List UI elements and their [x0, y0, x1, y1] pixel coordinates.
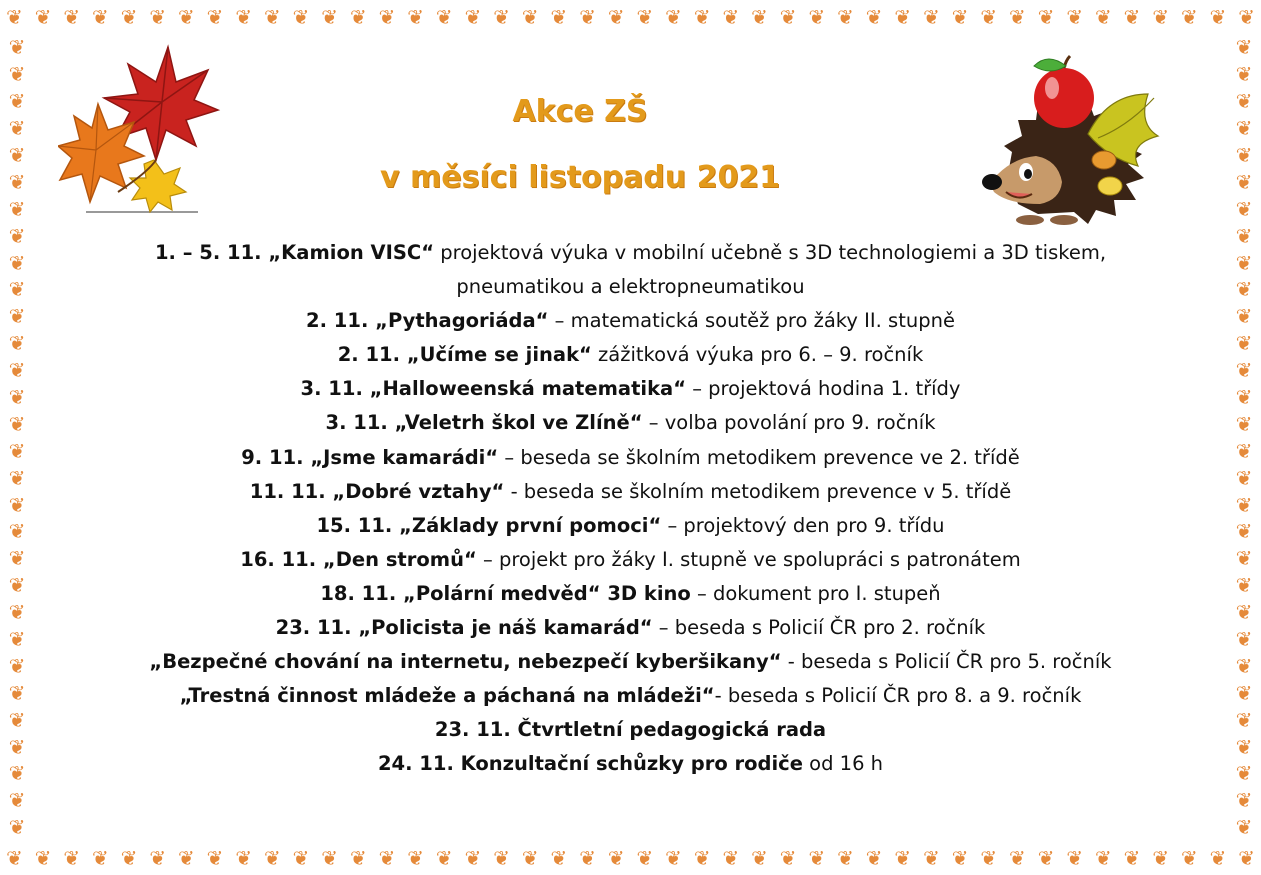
maple-leaf-icon: ❦ [1235, 277, 1253, 302]
maple-leaf-icon: ❦ [8, 89, 26, 114]
maple-leaf-icon: ❦ [8, 143, 26, 167]
maple-leaf-icon: ❦ [751, 5, 768, 29]
maple-leaf-icon: ❦ [349, 846, 367, 870]
maple-leaf-icon: ❦ [1180, 846, 1198, 870]
maple-leaf-icon: ❦ [8, 815, 26, 840]
maple-leaf-icon: ❦ [34, 5, 52, 29]
maple-leaf-icon: ❦ [865, 5, 883, 29]
maple-leaf-icon: ❦ [8, 116, 26, 141]
maple-leaf-icon: ❦ [693, 5, 711, 29]
maple-leaf-icon: ❦ [1235, 815, 1253, 840]
maple-leaf-icon: ❦ [8, 573, 26, 598]
maple-leaf-icon: ❦ [378, 5, 396, 29]
maple-leaf-icon: ❦ [1209, 846, 1227, 870]
maple-leaf-icon: ❦ [63, 5, 81, 29]
maple-leaf-icon: ❦ [693, 846, 711, 870]
hedgehog-image [978, 54, 1168, 230]
maple-leaf-icon: ❦ [292, 846, 310, 870]
maple-leaf-icon: ❦ [1235, 358, 1253, 383]
page-subtitle: v měsíci listopadu 2021 [379, 160, 781, 195]
maple-leaf-icon: ❦ [1235, 223, 1253, 248]
maple-leaf-icon: ❦ [1235, 62, 1253, 87]
maple-leaf-icon: ❦ [1008, 5, 1026, 29]
maple-leaf-icon: ❦ [865, 846, 883, 870]
maple-leaf-icon: ❦ [91, 5, 109, 29]
maple-leaf-icon: ❦ [1235, 304, 1253, 329]
maple-leaf-icon: ❦ [5, 846, 23, 870]
maple-leaf-icon: ❦ [8, 734, 26, 759]
maple-leaf-icon: ❦ [435, 846, 453, 870]
maple-leaf-icon: ❦ [8, 627, 26, 652]
maple-leaf-icon: ❦ [8, 62, 26, 87]
maple-leaf-icon: ❦ [1066, 5, 1083, 29]
maple-leaf-icon: ❦ [1094, 5, 1112, 29]
maple-leaf-icon: ❦ [1123, 846, 1141, 870]
maple-leaf-icon: ❦ [8, 169, 26, 194]
maple-leaf-icon: ❦ [1152, 5, 1169, 29]
maple-leaf-icon: ❦ [464, 846, 482, 870]
maple-leaf-icon: ❦ [1235, 385, 1253, 410]
maple-leaf-icon: ❦ [1235, 411, 1253, 436]
maple-leaf-icon: ❦ [1180, 5, 1198, 29]
maple-leaf-icon: ❦ [1037, 846, 1055, 870]
maple-leaf-icon: ❦ [34, 846, 52, 870]
maple-leaf-icon: ❦ [1235, 546, 1253, 571]
border-top [0, 0, 1261, 34]
maple-leaf-icon: ❦ [8, 385, 26, 410]
maple-leaf-icon: ❦ [951, 846, 969, 870]
maple-leaf-icon: ❦ [1235, 788, 1253, 813]
maple-leaf-icon: ❦ [665, 5, 682, 29]
maple-leaf-icon: ❦ [1008, 846, 1026, 870]
event-item: 18. 11. „Polární medvěd“ 3D kino – dokument pro I. stupeň [320, 581, 941, 605]
maple-leaf-icon: ❦ [5, 5, 23, 29]
maple-leaf-icon: ❦ [8, 438, 26, 463]
maple-leaf-icon: ❦ [521, 5, 539, 29]
maple-leaf-icon: ❦ [722, 846, 740, 870]
maple-leaf-icon: ❦ [722, 5, 740, 29]
maple-leaf-icon: ❦ [1235, 35, 1253, 60]
maple-leaf-icon: ❦ [607, 846, 625, 870]
maple-leaf-icon: ❦ [8, 680, 26, 705]
maple-leaf-icon: ❦ [1235, 734, 1253, 759]
maple-leaf-icon: ❦ [206, 5, 224, 29]
maple-leaf-icon: ❦ [8, 35, 26, 60]
maple-leaf-icon: ❦ [8, 331, 26, 356]
maple-leaf-icon: ❦ [435, 5, 453, 29]
maple-leaf-icon: ❦ [1235, 169, 1253, 194]
maple-leaf-icon: ❦ [206, 846, 224, 870]
maple-leaf-icon: ❦ [263, 5, 281, 29]
event-item: „Bezpečné chování na internetu, nebezpečí kyberšikany“ - beseda s Policií ČR pro 5. ročník [149, 650, 1112, 674]
maple-leaf-icon: ❦ [407, 5, 424, 29]
maple-leaf-icon: ❦ [636, 846, 654, 870]
maple-leaf-icon: ❦ [951, 5, 969, 29]
maple-leaf-icon: ❦ [579, 5, 596, 29]
maple-leaf-icon: ❦ [1238, 846, 1255, 870]
maple-leaf-icon: ❦ [91, 846, 109, 870]
border-bottom [0, 841, 1261, 875]
maple-leaf-icon: ❦ [1235, 600, 1253, 625]
maple-leaf-icon: ❦ [1235, 465, 1253, 490]
maple-leaf-icon: ❦ [177, 5, 195, 29]
maple-leaf-icon: ❦ [579, 846, 596, 870]
maple-leaf-icon: ❦ [836, 5, 854, 29]
maple-leaf-icon: ❦ [922, 5, 940, 29]
maple-leaf-icon: ❦ [493, 846, 510, 870]
event-item: 3. 11. „Halloweenská matematika“ – projektová hodina 1. třídy [300, 377, 961, 401]
maple-leaf-icon: ❦ [8, 304, 26, 329]
maple-leaf-icon: ❦ [808, 5, 826, 29]
maple-leaf-icon: ❦ [1235, 519, 1253, 544]
maple-leaf-icon: ❦ [779, 5, 797, 29]
maple-leaf-icon: ❦ [1235, 707, 1253, 732]
event-item: 23. 11. Čtvrtletní pedagogická rada [434, 718, 827, 742]
maple-leaf-icon: ❦ [8, 546, 26, 571]
maple-leaf-icon: ❦ [550, 846, 568, 870]
page-title: Akce ZŠ [512, 94, 648, 129]
autumn-leaves-image [58, 42, 228, 214]
maple-leaf-icon: ❦ [1235, 761, 1253, 786]
maple-leaf-icon: ❦ [1235, 116, 1253, 141]
maple-leaf-icon: ❦ [8, 788, 26, 813]
maple-leaf-icon: ❦ [378, 846, 396, 870]
maple-leaf-icon: ❦ [1235, 492, 1253, 517]
border-left [0, 34, 34, 841]
maple-leaf-icon: ❦ [149, 846, 166, 870]
maple-leaf-icon: ❦ [521, 846, 539, 870]
event-item: 9. 11. „Jsme kamarádi“ – beseda se školním metodikem prevence ve 2. třídě [241, 445, 1020, 469]
maple-leaf-icon: ❦ [779, 846, 797, 870]
event-item: 2. 11. „Učíme se jinak“ zážitková výuka pro 6. – 9. ročník [337, 343, 924, 367]
maple-leaf-icon: ❦ [1235, 89, 1253, 114]
maple-leaf-icon: ❦ [8, 492, 26, 517]
event-item: 24. 11. Konzultační schůzky pro rodiče od 16 h [377, 752, 884, 776]
maple-leaf-icon: ❦ [321, 5, 338, 29]
maple-leaf-icon: ❦ [1235, 627, 1253, 652]
maple-leaf-icon: ❦ [607, 5, 625, 29]
maple-leaf-icon: ❦ [8, 653, 26, 678]
maple-leaf-icon: ❦ [894, 5, 912, 29]
maple-leaf-icon: ❦ [636, 5, 654, 29]
maple-leaf-icon: ❦ [1235, 653, 1253, 678]
maple-leaf-icon: ❦ [235, 5, 252, 29]
event-item: 1. – 5. 11. „Kamion VISC“ projektová výuka v mobilní učebně s 3D technologiemi a 3D tiskem, pneumatikou a elektropneumatikou [154, 241, 1107, 299]
maple-leaf-icon: ❦ [751, 846, 768, 870]
maple-leaf-icon: ❦ [1235, 438, 1253, 463]
maple-leaf-icon: ❦ [464, 5, 482, 29]
maple-leaf-icon: ❦ [1235, 143, 1253, 167]
maple-leaf-icon: ❦ [149, 5, 166, 29]
maple-leaf-icon: ❦ [8, 250, 26, 275]
maple-leaf-icon: ❦ [550, 5, 568, 29]
maple-leaf-icon: ❦ [1235, 331, 1253, 356]
maple-leaf-icon: ❦ [980, 846, 998, 870]
maple-leaf-icon: ❦ [235, 846, 252, 870]
maple-leaf-icon: ❦ [349, 5, 367, 29]
maple-leaf-icon: ❦ [8, 465, 26, 490]
maple-leaf-icon: ❦ [1209, 5, 1227, 29]
maple-leaf-icon: ❦ [665, 846, 682, 870]
maple-leaf-icon: ❦ [63, 846, 81, 870]
maple-leaf-icon: ❦ [292, 5, 310, 29]
maple-leaf-icon: ❦ [1123, 5, 1141, 29]
maple-leaf-icon: ❦ [120, 5, 138, 29]
maple-leaf-icon: ❦ [8, 196, 26, 221]
maple-leaf-icon: ❦ [922, 846, 940, 870]
maple-leaf-icon: ❦ [8, 411, 26, 436]
maple-leaf-icon: ❦ [1238, 5, 1255, 29]
event-item: 16. 11. „Den stromů“ – projekt pro žáky I. stupně ve spolupráci s patronátem [240, 547, 1021, 571]
maple-leaf-icon: ❦ [1152, 846, 1169, 870]
event-item: 15. 11. „Základy první pomoci“ – projektový den pro 9. třídu [316, 513, 945, 537]
event-item: 23. 11. „Policista je náš kamarád“ – beseda s Policií ČR pro 2. ročník [275, 616, 986, 640]
maple-leaf-icon: ❦ [1235, 573, 1253, 598]
maple-leaf-icon: ❦ [177, 846, 195, 870]
maple-leaf-icon: ❦ [836, 846, 854, 870]
maple-leaf-icon: ❦ [8, 761, 26, 786]
maple-leaf-icon: ❦ [493, 5, 510, 29]
event-item: 11. 11. „Dobré vztahy“ - beseda se školním metodikem prevence v 5. třídě [249, 479, 1012, 503]
maple-leaf-icon: ❦ [1235, 196, 1253, 221]
events-list [60, 236, 1201, 782]
maple-leaf-icon: ❦ [8, 277, 26, 302]
event-item: 3. 11. „Veletrh škol ve Zlíně“ – volba povolání pro 9. ročník [325, 411, 936, 435]
maple-leaf-icon: ❦ [1094, 846, 1112, 870]
maple-leaf-icon: ❦ [8, 358, 26, 383]
maple-leaf-icon: ❦ [8, 223, 26, 248]
maple-leaf-icon: ❦ [808, 846, 826, 870]
maple-leaf-icon: ❦ [120, 846, 138, 870]
maple-leaf-icon: ❦ [407, 846, 424, 870]
maple-leaf-icon: ❦ [980, 5, 998, 29]
event-item: 2. 11. „Pythagoriáda“ – matematická soutěž pro žáky II. stupně [306, 309, 955, 333]
maple-leaf-icon: ❦ [1037, 5, 1055, 29]
maple-leaf-icon: ❦ [263, 846, 281, 870]
event-item: „Trestná činnost mládeže a páchaná na mládeži“- beseda s Policií ČR pro 8. a 9. ročník [179, 684, 1082, 708]
maple-leaf-icon: ❦ [894, 846, 912, 870]
maple-leaf-icon: ❦ [1066, 846, 1083, 870]
maple-leaf-icon: ❦ [8, 600, 26, 625]
maple-leaf-icon: ❦ [321, 846, 338, 870]
maple-leaf-icon: ❦ [8, 707, 26, 732]
maple-leaf-icon: ❦ [8, 519, 26, 544]
maple-leaf-icon: ❦ [1235, 680, 1253, 705]
border-right [1227, 34, 1261, 841]
maple-leaf-icon: ❦ [1235, 250, 1253, 275]
